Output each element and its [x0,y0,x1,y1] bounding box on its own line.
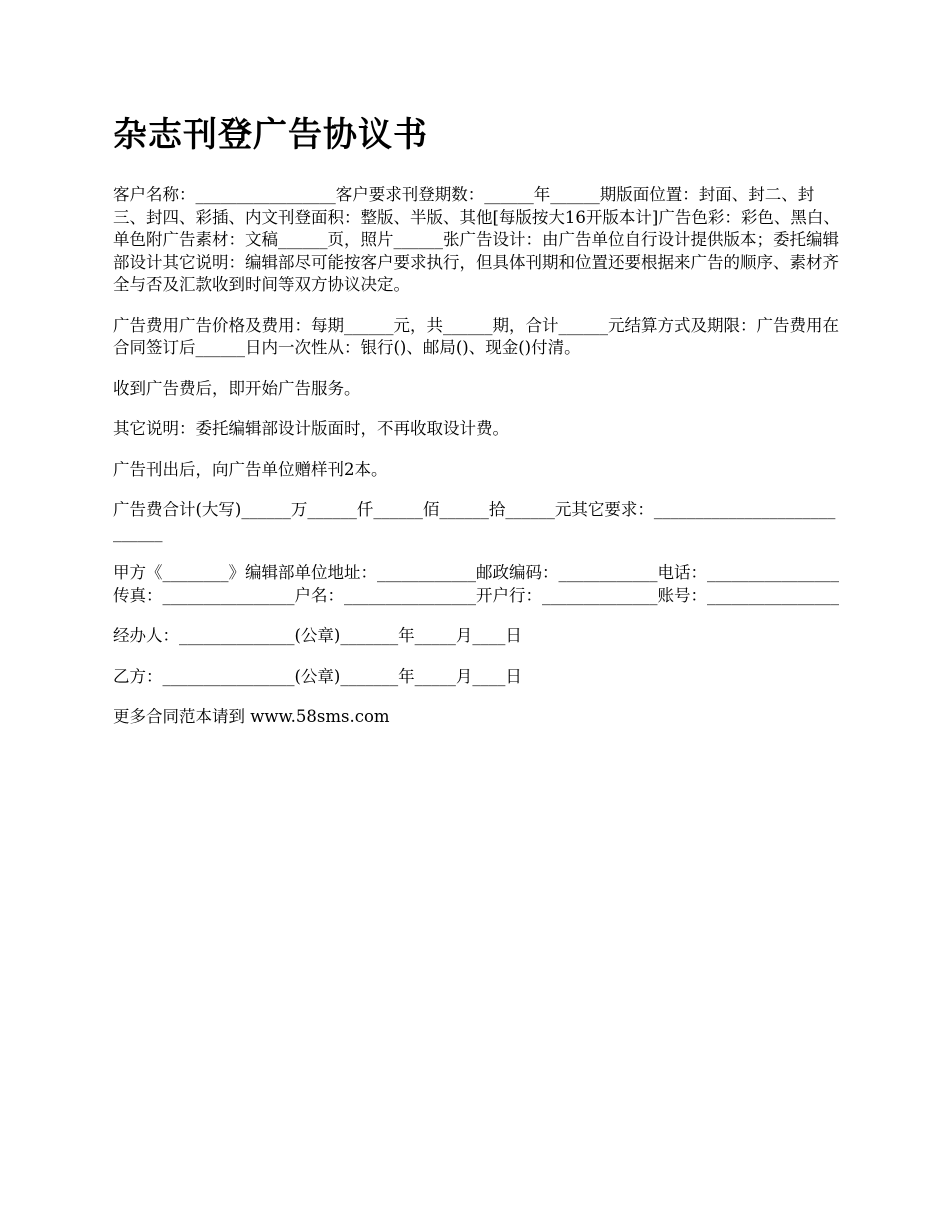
paragraph-service-start: 收到广告费后，即开始广告服务。 [113,378,361,398]
paragraph-party-b-signature: 乙方：________________(公章)_______年_____月____日 [113,666,522,686]
paragraph-ad-fees: 广告费用广告价格及费用：每期______元，共______期，合计______元结算方式及期限：广告费用在合同签订后______日内一次性从：银行()、邮局()、现金()付清。 [113,315,839,357]
paragraph-other-notes: 其它说明：委托编辑部设计版面时，不再收取设计费。 [113,419,509,438]
paragraph-fee-total: 广告费合计(大写)______万______仟______佰______拾______元其它要求：____________________________ [113,500,836,542]
paragraph-ad-details: 客户名称：_________________客户要求刊登期数：______年______期版面位置：封面、封二、封三、封四、彩插、内文刊登面积：整版、半版、其他[每版按大16开版本计]广告色彩：彩色、黑白、单色附广告素材：文稿______页，照片______张广告设计：由广告单位自行设计提供版本；委托编辑部设计其它说明：编辑部尽可能按客户要求执行，但具体刊期和位置还要根据来广告的顺序、素材齐全与否及汇款收到时间等双方协议决定。 [113,185,840,294]
document-page [113,110,840,747]
paragraph-party-a: 甲方《________》编辑部单位地址：____________邮政编码：____________电话：________________传真：________________户名：________________开户行：______________账号：________________ [113,563,839,605]
paragraph-sample-copies: 广告刊出后，向广告单位赠样刊2本。 [113,459,388,479]
document-title: 杂志刊登广告协议书 [113,115,428,155]
paragraph-handler-signature: 经办人：______________(公章)_______年_____月____日 [113,626,522,645]
paragraph-footer-link: 更多合同范本请到 www.58sms.com [113,707,390,726]
